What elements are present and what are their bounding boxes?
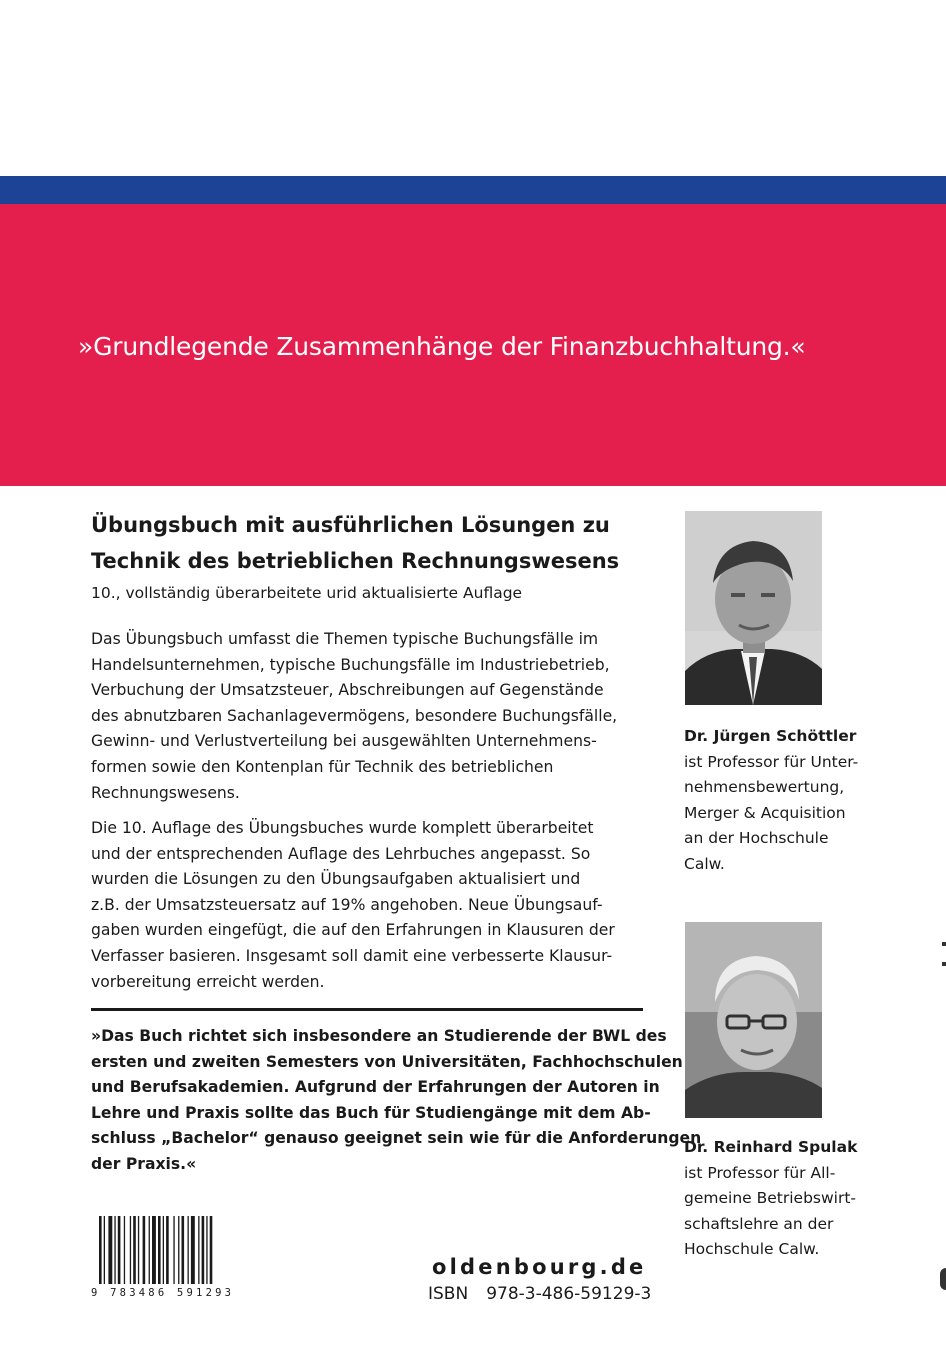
barcode-bar — [178, 1216, 179, 1284]
text-line: gaben wurden eingefügt, die auf den Erfahrungen in Klausuren der — [91, 921, 615, 940]
author-bio-schoettler — [684, 724, 924, 878]
barcode-bar — [166, 1216, 169, 1284]
author-photo-spulak — [685, 922, 822, 1118]
target-audience-quote — [91, 1024, 702, 1178]
barcode-bar — [114, 1216, 115, 1284]
text-line: Hochschule Calw. — [684, 1240, 820, 1259]
barcode-digits: 9 783486 591293 — [91, 1287, 231, 1298]
barcode-bar — [138, 1216, 139, 1284]
text-line: Calw. — [684, 854, 725, 873]
text-line: ist Professor für Unter- — [684, 752, 859, 771]
text-line: Handelsunternehmen, typische Buchungsfälle im Industriebetrieb, — [91, 655, 610, 674]
barcode-bar — [124, 1216, 125, 1284]
barcode-bar — [182, 1216, 185, 1284]
barcode-bar — [158, 1216, 161, 1284]
text-line: und der entsprechenden Auflage des Lehrbuches angepasst. So — [91, 844, 591, 863]
barcode-bar — [206, 1216, 207, 1284]
text-line: und Berufsakademien. Aufgrund der Erfahrungen der Autoren in — [91, 1078, 660, 1097]
barcode-bar — [198, 1216, 199, 1284]
barcode-bar — [149, 1216, 150, 1284]
author-name: Dr. Jürgen Schöttler — [684, 727, 857, 745]
isbn-barcode — [91, 1214, 233, 1298]
text-line: Das Übungsbuch umfasst die Themen typische Buchungsfälle im — [91, 630, 599, 648]
barcode-bar — [191, 1216, 195, 1284]
text-line: nehmensbewertung, — [684, 778, 845, 797]
text-line: vorbereitung erreicht werden. — [91, 972, 325, 991]
text-line: gemeine Betriebswirt- — [684, 1189, 857, 1208]
isbn-number: 978-3-486-59129-3 — [486, 1284, 652, 1304]
divider-rule — [91, 1008, 643, 1011]
text-line: Verbuchung der Umsatzsteuer, Abschreibungen auf Gegenstände — [91, 681, 604, 700]
text-line: ist Professor für All- — [684, 1163, 836, 1182]
text-line: Die 10. Auflage des Übungsbuches wurde komplett überarbeitet — [91, 819, 594, 837]
barcode-bar — [99, 1216, 102, 1284]
text-line: der Praxis.« — [91, 1154, 197, 1173]
author-photo-schoettler — [685, 511, 822, 705]
text-line: Gewinn- und Verlustverteilung bei ausgewählten Unternehmens- — [91, 732, 597, 751]
text-line: Lehre und Praxis sollte das Buch für Studiengänge mit dem Ab- — [91, 1103, 651, 1122]
isbn-label: ISBN — [428, 1284, 469, 1304]
barcode-bar — [133, 1216, 136, 1284]
blue-band — [0, 176, 946, 204]
text-line: Merger & Acquisition — [684, 803, 846, 822]
barcode-bar — [130, 1216, 131, 1284]
edge-mark — [942, 962, 946, 966]
edition-note: 10., vollständig überarbeitete urid aktualisierte Auflage — [91, 584, 523, 602]
text-line: z.B. der Umsatzsteuersatz auf 19% angehoben. Neue Übungsauf- — [91, 895, 603, 914]
barcode-bar — [188, 1216, 189, 1284]
text-line: ersten und zweiten Semesters von Universitäten, Fachhochschulen — [91, 1052, 683, 1071]
barcode-bar — [202, 1216, 205, 1284]
author-name: Dr. Reinhard Spulak — [684, 1138, 858, 1156]
text-line: an der Hochschule — [684, 829, 829, 848]
isbn-line — [428, 1284, 669, 1304]
tagline: »Grundlegende Zusammenhänge der Finanzbuchhaltung.« — [78, 332, 806, 361]
barcode-bar — [173, 1216, 174, 1284]
text-line: formen sowie den Kontenplan für Technik des betrieblichen — [91, 757, 554, 776]
edge-mark — [942, 942, 946, 946]
barcode-bar — [163, 1216, 164, 1284]
title-line: Übungsbuch mit ausführlichen Lösungen zu — [91, 513, 610, 537]
title-line: Technik des betrieblichen Rechnungswesens — [91, 549, 620, 573]
text-line: schluss „Bachelor“ genauso geeignet sein wie für die Anforderungen — [91, 1129, 702, 1148]
barcode-bar — [210, 1216, 213, 1284]
barcode-bar — [143, 1216, 146, 1284]
description-paragraph-1 — [91, 627, 651, 806]
text-line: schaftslehre an der — [684, 1214, 834, 1233]
book-title — [91, 507, 651, 579]
text-line: Verfasser basieren. Insgesamt soll damit eine verbesserte Klausur- — [91, 946, 613, 965]
barcode-bar — [152, 1216, 156, 1284]
text-line: wurden die Lösungen zu den Übungsaufgaben aktualisiert und — [91, 870, 581, 889]
author-bio-spulak — [684, 1135, 924, 1263]
barcode-bar — [104, 1216, 105, 1284]
text-line: »Das Buch richtet sich insbesondere an Studierende der BWL des — [91, 1027, 667, 1045]
barcode-bar — [118, 1216, 121, 1284]
text-line: Rechnungswesens. — [91, 783, 240, 802]
text-line: des abnutzbaren Sachanlagevermögens, besondere Buchungsfälle, — [91, 706, 618, 725]
description-paragraph-2 — [91, 816, 651, 995]
publisher-website: oldenbourg.de — [432, 1255, 647, 1279]
barcode-bar — [108, 1216, 112, 1284]
edge-mark — [940, 1268, 946, 1290]
